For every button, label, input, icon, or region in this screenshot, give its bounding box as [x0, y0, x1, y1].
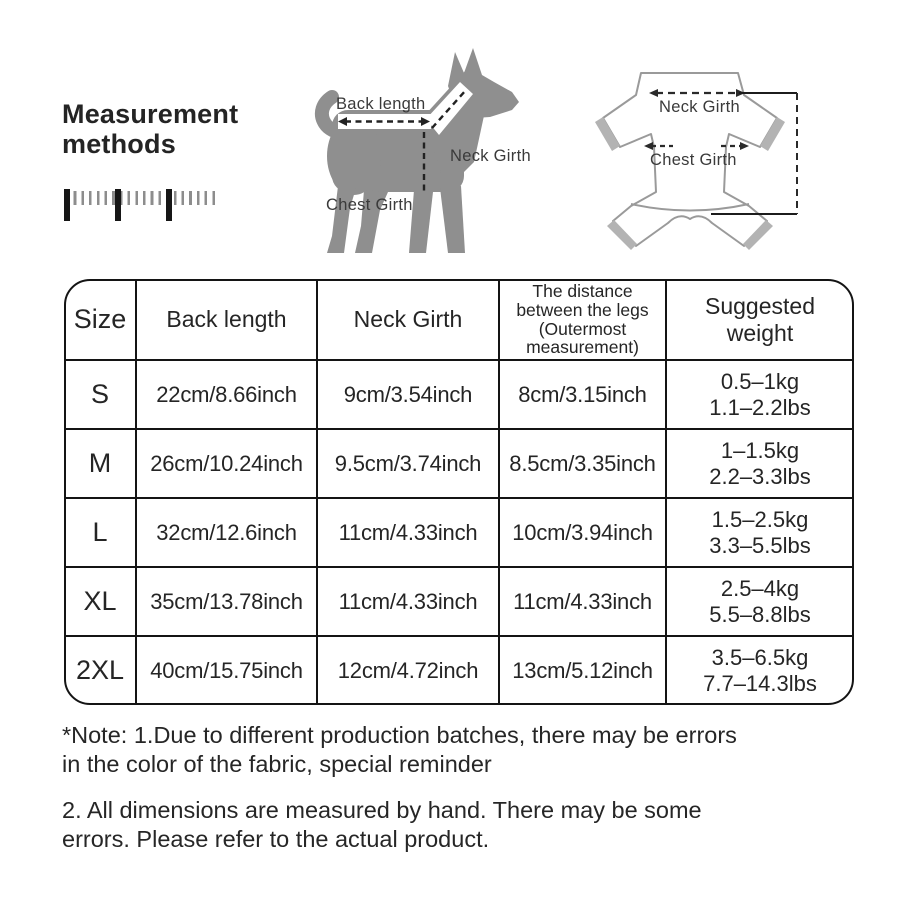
cell-size: L: [64, 498, 136, 567]
page-title-line2: methods: [62, 128, 176, 159]
cell-weight: 3.5–6.5kg 7.7–14.3lbs: [666, 636, 854, 705]
page-title: [62, 100, 238, 159]
ruler-major-tick: [64, 189, 70, 221]
col-header-suggested-weight: Suggested weight: [666, 279, 854, 360]
cell-weight: 1.5–2.5kg 3.3–5.5lbs: [666, 498, 854, 567]
cell-size: S: [64, 360, 136, 429]
ruler-major-tick: [115, 189, 121, 221]
note-1: *Note: 1.Due to different production batches, there may be errors in the color of the fabric, special reminder: [62, 722, 737, 778]
cell-size: 2XL: [64, 636, 136, 705]
dog-measurement-diagram: [298, 40, 580, 272]
cell-back-length: 32cm/12.6inch: [136, 498, 317, 567]
cell-back-length: 35cm/13.78inch: [136, 567, 317, 636]
col-header-back-length: Back length: [136, 279, 317, 360]
cell-leg-distance: 8cm/3.15inch: [499, 360, 666, 429]
col-header-size: Size: [64, 279, 136, 360]
garment-chest-girth-label: Chest Girth: [650, 151, 737, 169]
cell-neck-girth: 9.5cm/3.74inch: [317, 429, 499, 498]
garment-neck-girth-label: Neck Girth: [659, 98, 740, 116]
cell-back-length: 40cm/15.75inch: [136, 636, 317, 705]
cell-leg-distance: 11cm/4.33inch: [499, 567, 666, 636]
table-header-row: [64, 279, 854, 360]
dog-silhouette-icon: [298, 40, 580, 272]
cell-size: M: [64, 429, 136, 498]
footnotes: [62, 721, 878, 855]
size-table: [64, 279, 854, 705]
cell-neck-girth: 12cm/4.72inch: [317, 636, 499, 705]
page-title-line1: Measurement: [62, 99, 239, 129]
ruler-minor-ticks: [66, 191, 216, 205]
ruler-major-tick: [166, 189, 172, 221]
cell-back-length: 26cm/10.24inch: [136, 429, 317, 498]
table-row-2xl: [64, 636, 854, 705]
ruler-icon: [63, 189, 217, 222]
table-row-xl: [64, 567, 854, 636]
note-2: 2. All dimensions are measured by hand. There may be some errors. Please refer to the actual product.: [62, 797, 702, 853]
cell-leg-distance: 10cm/3.94inch: [499, 498, 666, 567]
col-header-leg-distance: The distance between the legs (Outermost measurement): [499, 279, 666, 360]
cell-leg-distance: 8.5cm/3.35inch: [499, 429, 666, 498]
cell-weight: 0.5–1kg 1.1–2.2lbs: [666, 360, 854, 429]
dog-back-length-label: Back length: [336, 95, 426, 113]
col-header-neck-girth: Neck Girth: [317, 279, 499, 360]
table-row-m: [64, 429, 854, 498]
cell-size: XL: [64, 567, 136, 636]
size-table-grid: [64, 279, 854, 705]
cell-weight: 2.5–4kg 5.5–8.8lbs: [666, 567, 854, 636]
cell-neck-girth: 9cm/3.54inch: [317, 360, 499, 429]
cell-leg-distance: 13cm/5.12inch: [499, 636, 666, 705]
cell-neck-girth: 11cm/4.33inch: [317, 498, 499, 567]
dog-neck-girth-label: Neck Girth: [450, 147, 531, 165]
cell-back-length: 22cm/8.66inch: [136, 360, 317, 429]
cell-weight: 1–1.5kg 2.2–3.3lbs: [666, 429, 854, 498]
cell-neck-girth: 11cm/4.33inch: [317, 567, 499, 636]
garment-measurement-diagram: [593, 40, 880, 272]
table-row-s: [64, 360, 854, 429]
table-row-l: [64, 498, 854, 567]
dog-chest-girth-label: Chest Girth: [326, 196, 413, 214]
